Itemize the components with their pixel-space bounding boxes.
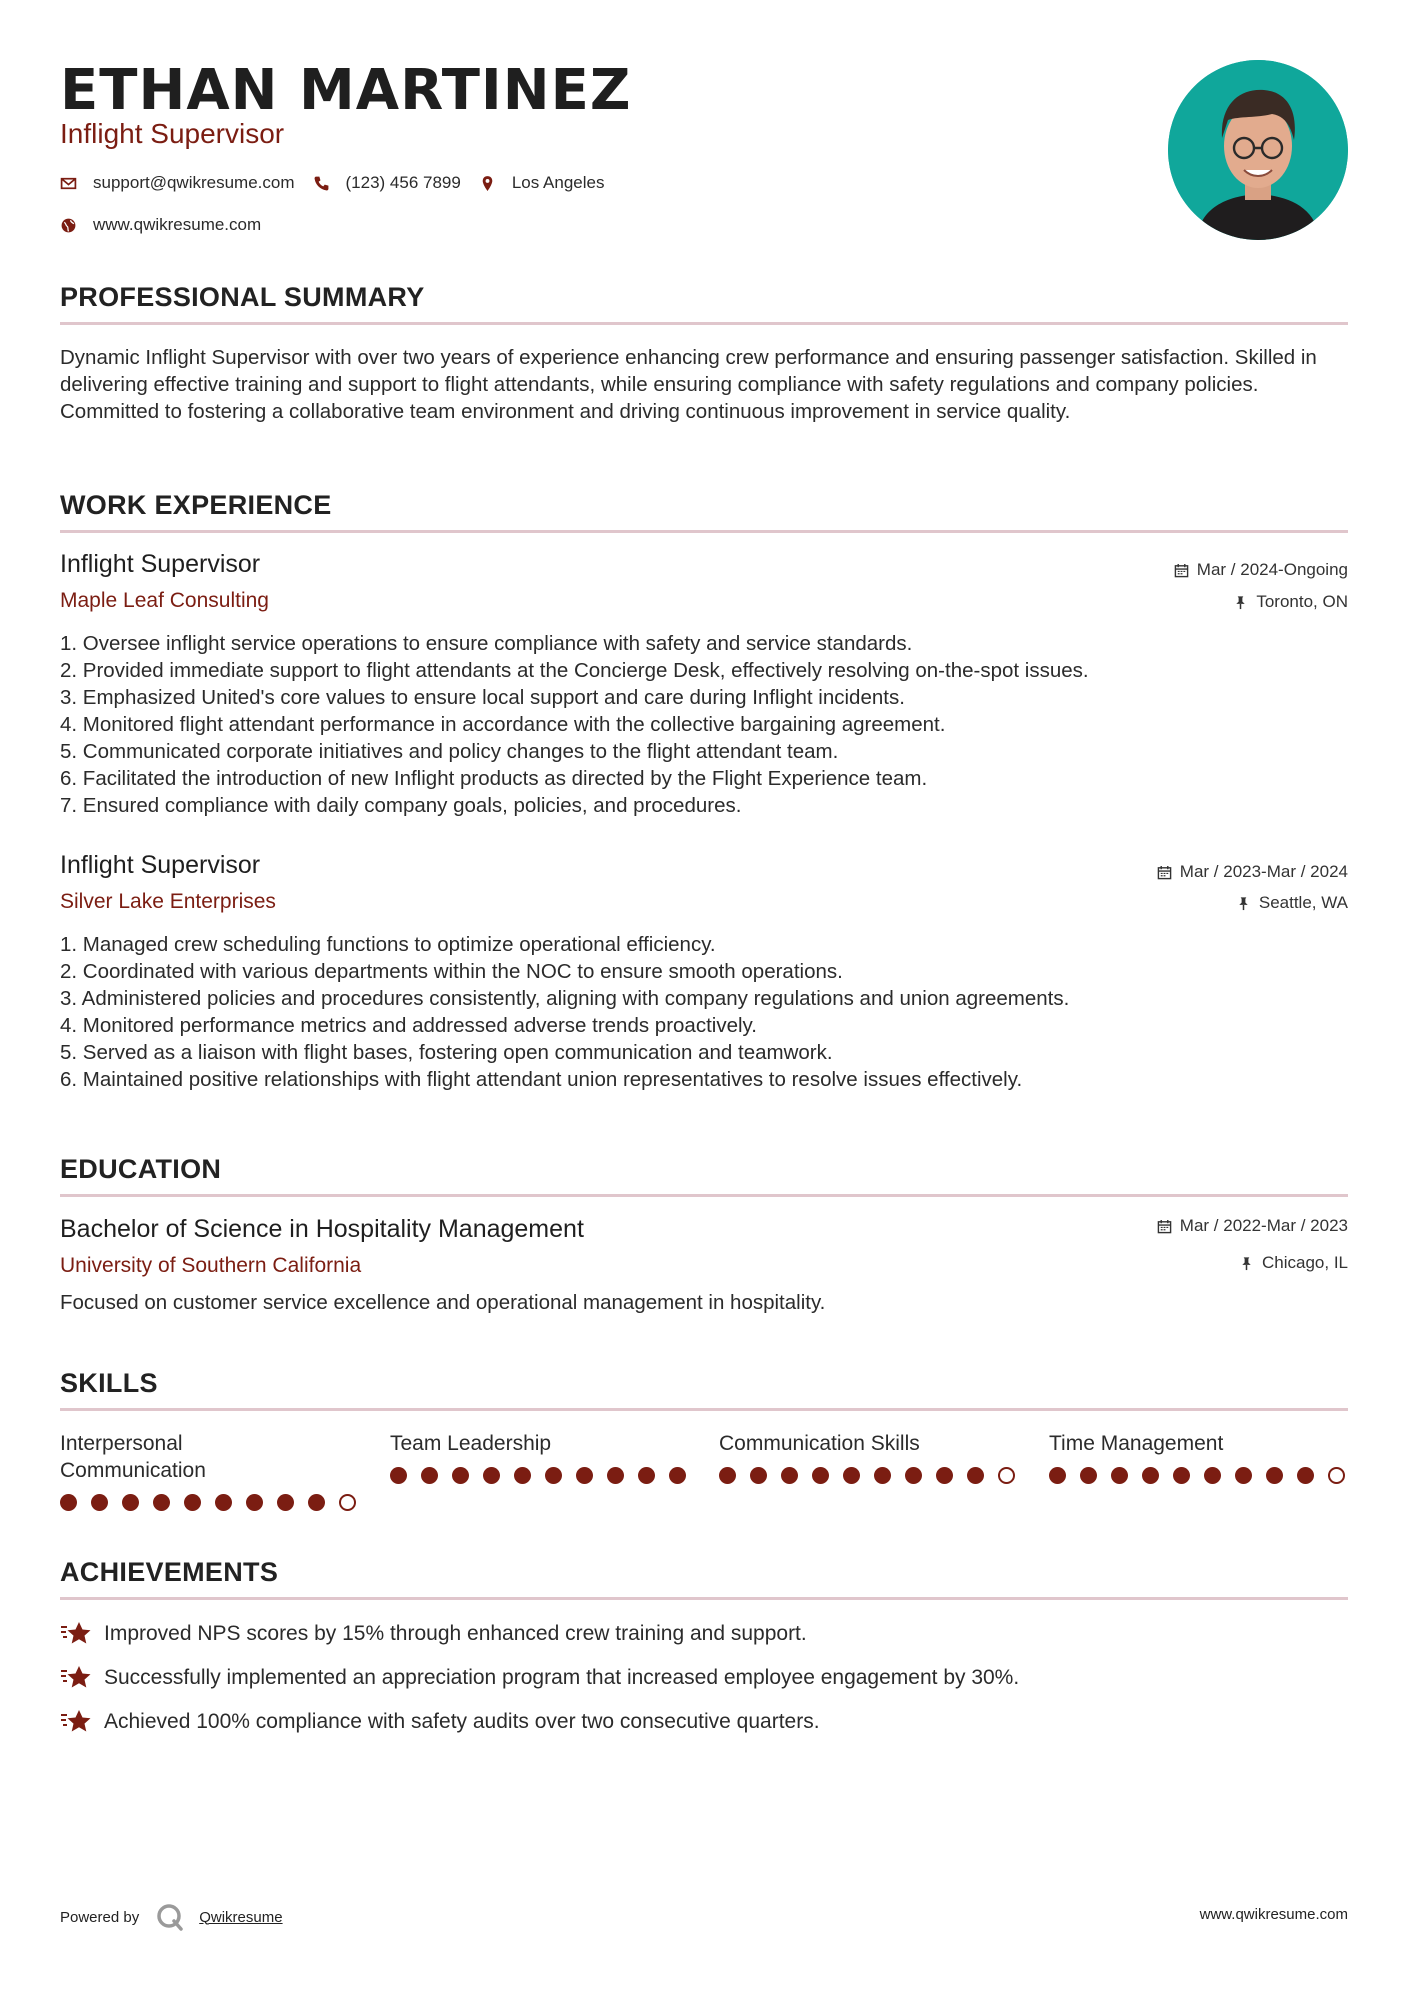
rating-dot-filled <box>421 1467 438 1484</box>
rating-dot-filled <box>184 1494 201 1511</box>
achievement-text: Achieved 100% compliance with safety audits over two consecutive quarters. <box>104 1710 820 1733</box>
rating-dot-filled <box>483 1467 500 1484</box>
skill-interpersonal-communication <box>60 1430 360 1484</box>
footer-powered-by <box>60 1902 283 1932</box>
experience-divider <box>60 530 1348 533</box>
candidate-name: ETHAN MARTINEZ <box>60 58 632 123</box>
skill-name: Time Management <box>1049 1432 1224 1455</box>
rating-dot-filled <box>607 1467 624 1484</box>
rating-dot-filled <box>1235 1467 1252 1484</box>
job-2-dates-text: Mar / 2023-Mar / 2024 <box>1179 862 1348 881</box>
qwikresume-logo-icon <box>155 1902 185 1932</box>
job-2-dates <box>1157 862 1348 882</box>
skill-team-leadership <box>390 1430 690 1457</box>
rating-dot-filled <box>452 1467 469 1484</box>
education-location-text: Chicago, IL <box>1262 1253 1348 1272</box>
job-1-dates <box>1174 560 1348 580</box>
rating-dot-filled <box>246 1494 263 1511</box>
job-1-location <box>1233 592 1348 612</box>
education-title: EDUCATION <box>60 1154 222 1184</box>
rating-dot-filled <box>843 1467 860 1484</box>
rating-dot-empty <box>339 1494 356 1511</box>
candidate-role: Inflight Supervisor <box>60 118 285 149</box>
rating-dot-filled <box>277 1494 294 1511</box>
rating-dot-filled <box>750 1467 767 1484</box>
contact-location <box>479 173 605 193</box>
contact-email[interactable] <box>60 173 295 193</box>
education-school: University of Southern California <box>60 1254 362 1277</box>
list-item: 1. Oversee inflight service operations to ensure compliance with safety and service standards. <box>60 632 913 655</box>
list-item: 4. Monitored performance metrics and addressed adverse trends proactively. <box>60 1014 757 1037</box>
rating-dot-filled <box>905 1467 922 1484</box>
job-1-company: Maple Leaf Consulting <box>60 589 269 612</box>
pushpin-icon <box>1236 896 1251 911</box>
job-2-location <box>1236 893 1348 913</box>
rating-dot-filled <box>390 1467 407 1484</box>
job-2-location-text: Seattle, WA <box>1258 893 1348 912</box>
calendar-icon <box>1157 1219 1172 1234</box>
phone-text: (123) 456 7899 <box>345 173 461 192</box>
rating-dot-filled <box>215 1494 232 1511</box>
skill-rating <box>1049 1467 1359 1484</box>
pushpin-icon <box>1233 595 1248 610</box>
skill-rating <box>719 1467 1029 1484</box>
rating-dot-filled <box>1142 1467 1159 1484</box>
email-text: support@qwikresume.com <box>93 173 295 192</box>
skill-communication-skills <box>719 1430 1019 1457</box>
achievement-text: Successfully implemented an appreciation program that increased employee engagement by 30%. <box>104 1666 1020 1689</box>
job-1-location-text: Toronto, ON <box>1256 592 1348 611</box>
map-pin-icon <box>479 175 496 192</box>
list-item: 3. Administered policies and procedures consistently, aligning with company regulations and union agreements. <box>60 987 1070 1010</box>
rating-dot-filled <box>122 1494 139 1511</box>
contact-row-1 <box>60 173 622 193</box>
rating-dot-empty <box>998 1467 1015 1484</box>
job-1-bullets <box>60 630 1348 819</box>
rating-dot-filled <box>638 1467 655 1484</box>
calendar-icon <box>1174 563 1189 578</box>
education-divider <box>60 1194 1348 1197</box>
globe-icon <box>60 217 77 234</box>
job-2-bullets <box>60 931 1348 1093</box>
list-item: 7. Ensured compliance with daily company goals, policies, and procedures. <box>60 794 742 817</box>
rating-dot-filled <box>719 1467 736 1484</box>
list-item: 4. Monitored flight attendant performance in accordance with the collective bargaining agreement. <box>60 713 946 736</box>
rating-dot-filled <box>308 1494 325 1511</box>
job-1-title: Inflight Supervisor <box>60 550 261 578</box>
rating-dot-empty <box>1328 1467 1345 1484</box>
achievements-divider <box>60 1597 1348 1600</box>
pushpin-icon <box>1239 1256 1254 1271</box>
list-item: 2. Provided immediate support to flight attendants at the Concierge Desk, effectively resolving on-the-spot issues. <box>60 659 1089 682</box>
location-text: Los Angeles <box>511 173 605 192</box>
skill-rating <box>390 1467 700 1484</box>
job-2-title: Inflight Supervisor <box>60 851 261 879</box>
contact-row-2 <box>60 215 279 235</box>
education-dates <box>1157 1216 1348 1236</box>
education-location <box>1239 1253 1348 1273</box>
list-item: 1. Managed crew scheduling functions to optimize operational efficiency. <box>60 933 716 956</box>
profile-photo <box>1168 60 1348 240</box>
job-1-dates-text: Mar / 2024-Ongoing <box>1196 560 1348 579</box>
skill-name: Communication Skills <box>719 1432 920 1455</box>
rating-dot-filled <box>1049 1467 1066 1484</box>
website-text: www.qwikresume.com <box>93 215 262 234</box>
summary-divider <box>60 322 1348 325</box>
rating-dot-filled <box>153 1494 170 1511</box>
footer-website-link[interactable]: www.qwikresume.com <box>1199 1906 1348 1923</box>
rating-dot-filled <box>576 1467 593 1484</box>
summary-title: PROFESSIONAL SUMMARY <box>60 282 425 312</box>
list-item: 5. Communicated corporate initiatives and policy changes to the flight attendant team. <box>60 740 839 763</box>
rating-dot-filled <box>936 1467 953 1484</box>
skill-time-management <box>1049 1430 1349 1457</box>
star-icon <box>60 1708 92 1736</box>
skill-rating <box>60 1494 370 1511</box>
email-icon <box>60 175 77 192</box>
rating-dot-filled <box>781 1467 798 1484</box>
achievement-item <box>60 1708 820 1736</box>
list-item: 6. Facilitated the introduction of new Inflight products as directed by the Flight Experience team. <box>60 767 928 790</box>
star-icon <box>60 1620 92 1648</box>
rating-dot-filled <box>545 1467 562 1484</box>
rating-dot-filled <box>1080 1467 1097 1484</box>
contact-website[interactable] <box>60 215 261 235</box>
rating-dot-filled <box>514 1467 531 1484</box>
qwikresume-link[interactable]: Qwikresume <box>199 1908 283 1926</box>
skill-name: Interpersonal Communication <box>60 1432 206 1482</box>
summary-text: Dynamic Inflight Supervisor with over two years of experience enhancing crew performance and ensuring passenger satisfaction. Skilled in delivering effective training and support to flight attendants, while ensuring compliance with safety regulations and company policies. Committed to fostering a collaborative team environment and driving continuous improvement in service quality. <box>60 346 1317 423</box>
rating-dot-filled <box>60 1494 77 1511</box>
job-2-company: Silver Lake Enterprises <box>60 890 276 913</box>
education-description: Focused on customer service excellence and operational management in hospitality. <box>60 1291 826 1314</box>
list-item: 2. Coordinated with various departments within the NOC to ensure smooth operations. <box>60 960 843 983</box>
education-dates-text: Mar / 2022-Mar / 2023 <box>1179 1216 1348 1235</box>
achievement-item <box>60 1620 807 1648</box>
skills-divider <box>60 1408 1348 1411</box>
list-item: 6. Maintained positive relationships with flight attendant union representatives to resolve issues effectively. <box>60 1068 1023 1091</box>
rating-dot-filled <box>1297 1467 1314 1484</box>
rating-dot-filled <box>812 1467 829 1484</box>
rating-dot-filled <box>1173 1467 1190 1484</box>
rating-dot-filled <box>1266 1467 1283 1484</box>
calendar-icon <box>1157 865 1172 880</box>
achievements-title: ACHIEVEMENTS <box>60 1557 279 1587</box>
phone-icon <box>313 175 330 192</box>
skills-title: SKILLS <box>60 1368 158 1398</box>
rating-dot-filled <box>91 1494 108 1511</box>
achievement-item <box>60 1664 1019 1692</box>
contact-phone[interactable] <box>313 173 461 193</box>
achievement-text: Improved NPS scores by 15% through enhanced crew training and support. <box>104 1622 807 1645</box>
rating-dot-filled <box>1204 1467 1221 1484</box>
avatar-illustration <box>1168 60 1348 240</box>
powered-by-label: Powered by <box>60 1908 140 1926</box>
rating-dot-filled <box>874 1467 891 1484</box>
experience-title: WORK EXPERIENCE <box>60 490 332 520</box>
rating-dot-filled <box>967 1467 984 1484</box>
list-item: 5. Served as a liaison with flight bases, fostering open communication and teamwork. <box>60 1041 833 1064</box>
rating-dot-filled <box>1111 1467 1128 1484</box>
star-icon <box>60 1664 92 1692</box>
skill-name: Team Leadership <box>390 1432 552 1455</box>
list-item: 3. Emphasized United's core values to ensure local support and care during Inflight incidents. <box>60 686 905 709</box>
education-degree: Bachelor of Science in Hospitality Management <box>60 1215 584 1243</box>
rating-dot-filled <box>669 1467 686 1484</box>
